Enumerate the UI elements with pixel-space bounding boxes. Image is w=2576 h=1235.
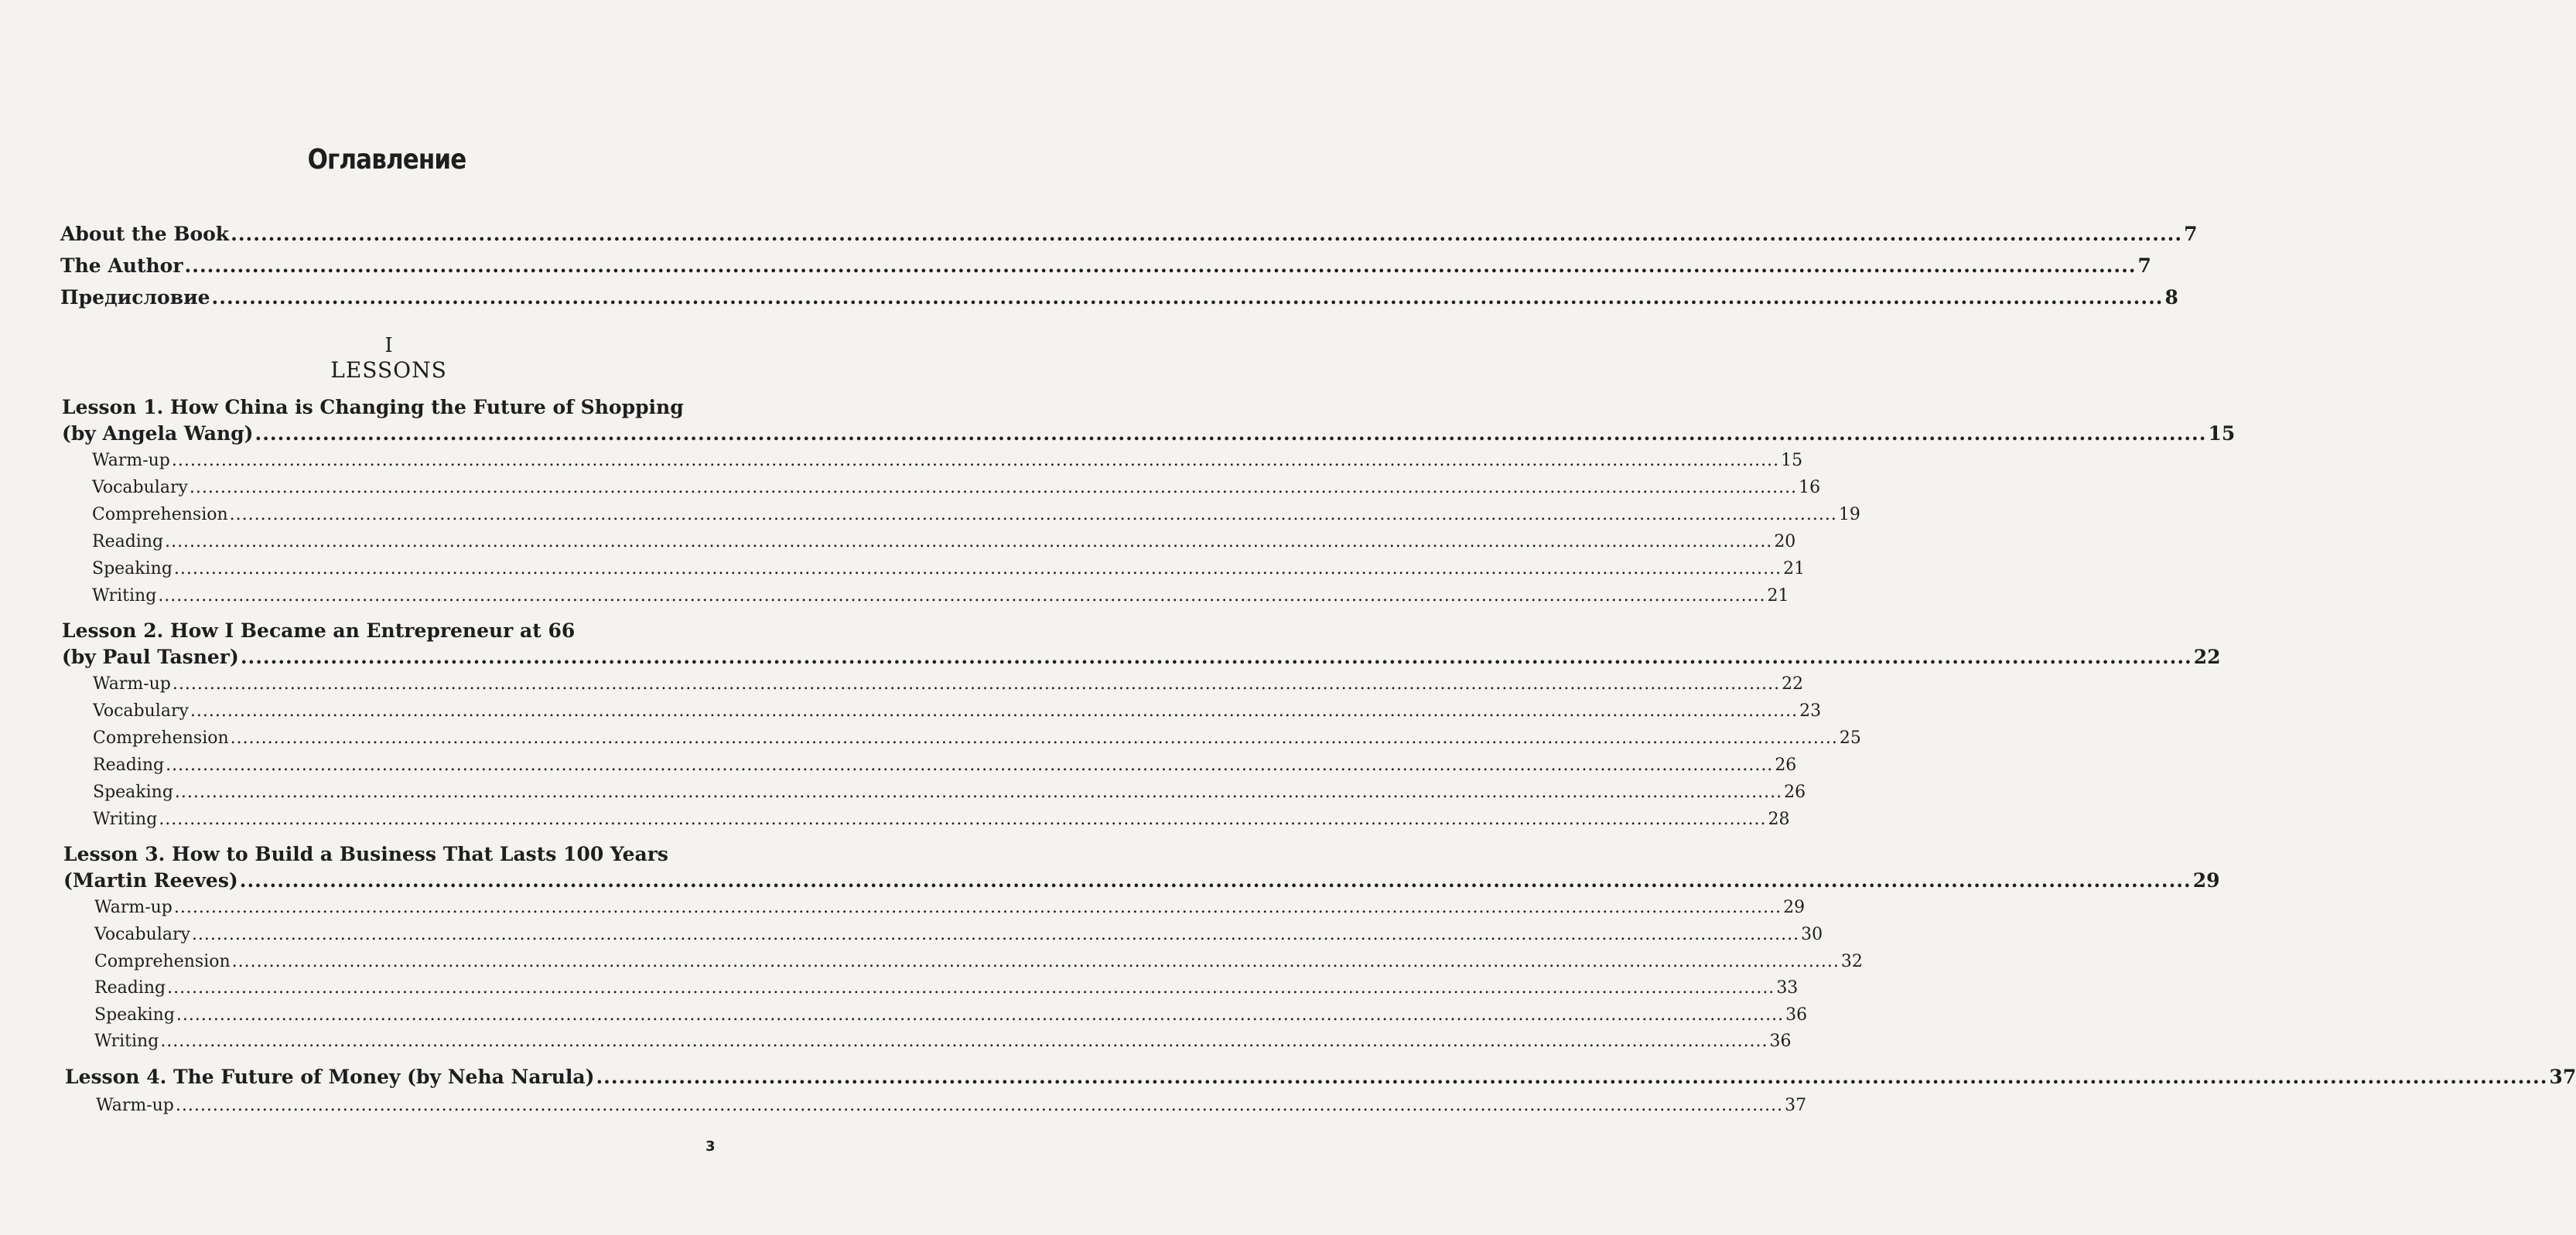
lesson-3-warm-up[interactable] <box>94 898 1806 917</box>
leader-dots: .................................................................................................................................................................................................................................................................... <box>174 783 1783 802</box>
leader-dots: .................................................................................................................................................................................................................................................................... <box>171 451 1780 470</box>
toc-entry-page: 8 <box>2164 286 2178 309</box>
leader-dots: .................................................................................................................................................................................................................................................................... <box>173 898 1782 917</box>
lesson-2-entry[interactable] <box>62 646 2221 668</box>
toc-entry-label: Warm-up <box>96 1096 174 1115</box>
toc-entry-page: 32 <box>1840 952 1863 971</box>
toc-entry-label: Speaking <box>94 1005 175 1025</box>
leader-dots: .................................................................................................................................................................................................................................................................... <box>191 925 1800 944</box>
section-number: I <box>384 334 393 357</box>
leader-dots: .................................................................................................................................................................................................................................................................... <box>240 646 2192 668</box>
toc-entry-label: Warm-up <box>93 674 171 694</box>
toc-entry-page: 28 <box>1768 810 1790 829</box>
leader-dots: .................................................................................................................................................................................................................................................................... <box>190 701 1799 721</box>
toc-entry-page: 29 <box>2192 869 2220 892</box>
toc-entry-label: Reading <box>94 978 166 998</box>
toc-entry-label: Vocabulary <box>94 925 190 944</box>
toc-entry-page: 21 <box>1767 586 1789 606</box>
toc-entry-label: Reading <box>93 756 165 775</box>
toc-entry-label: About the Book <box>60 223 230 245</box>
lesson-1-comprehension[interactable] <box>92 505 1860 524</box>
toc-entry-page: 7 <box>2137 254 2151 277</box>
lesson-2-writing[interactable] <box>93 810 1790 829</box>
toc-entry-page: 29 <box>1783 898 1806 917</box>
toc-entry-label: Vocabulary <box>92 478 188 497</box>
lesson-1-vocabulary[interactable] <box>92 478 1821 497</box>
lesson-3-comprehension[interactable] <box>94 952 1863 971</box>
page-number: 3 <box>705 1138 716 1155</box>
toc-entry-page: 26 <box>1784 783 1806 802</box>
toc-entry-page: 15 <box>1781 451 1803 470</box>
lesson-4-warm-up[interactable] <box>96 1096 1807 1115</box>
toc-entry-about-book[interactable] <box>60 223 2198 245</box>
leader-dots: .................................................................................................................................................................................................................................................................... <box>165 532 1773 551</box>
lesson-subtitle: (by Angela Wang) <box>62 422 254 445</box>
lesson-1-speaking[interactable] <box>92 559 1806 578</box>
toc-entry-label: Warm-up <box>92 451 170 470</box>
lesson-3-vocabulary[interactable] <box>94 925 1823 944</box>
lesson-1-reading[interactable] <box>92 532 1796 551</box>
leader-dots: .................................................................................................................................................................................................................................................................... <box>158 586 1766 606</box>
toc-entry-page: 19 <box>1838 505 1860 524</box>
lesson-4-entry[interactable] <box>65 1066 2576 1088</box>
toc-entry-page: 16 <box>1799 478 1821 497</box>
leader-dots: .................................................................................................................................................................................................................................................................... <box>255 422 2207 445</box>
toc-entry-label: Предисловие <box>60 286 210 309</box>
leader-dots: .................................................................................................................................................................................................................................................................... <box>189 478 1798 497</box>
lesson-2-vocabulary[interactable] <box>93 701 1822 721</box>
toc-entry-label: The Author <box>60 254 183 277</box>
lesson-2-comprehension[interactable] <box>93 728 1861 748</box>
toc-entry-author[interactable] <box>60 254 2151 277</box>
toc-entry-page: 36 <box>1785 1005 1808 1025</box>
toc-entry-page: 22 <box>2193 646 2221 668</box>
toc-entry-label: Comprehension <box>93 728 229 748</box>
lesson-2-title[interactable]: Lesson 2. How I Became an Entrepreneur at 66 <box>62 619 576 642</box>
toc-entry-page: 7 <box>2184 223 2198 245</box>
leader-dots: .................................................................................................................................................................................................................................................................... <box>166 756 1774 775</box>
lesson-1-title[interactable]: Lesson 1. How China is Changing the Future of Shopping <box>62 396 684 418</box>
lesson-subtitle: (by Paul Tasner) <box>62 646 239 668</box>
toc-entry-page: 37 <box>1785 1096 1807 1115</box>
lesson-1-entry[interactable] <box>62 422 2236 445</box>
leader-dots: .................................................................................................................................................................................................................................................................... <box>175 1096 1784 1115</box>
toc-entry-label: Comprehension <box>92 505 228 524</box>
section-title: LESSONS <box>330 357 447 383</box>
lesson-title: Lesson 4. The Future of Money (by Neha Narula) <box>65 1066 595 1088</box>
leader-dots: .................................................................................................................................................................................................................................................................... <box>211 286 2164 309</box>
toc-entry-page: 36 <box>1769 1032 1792 1051</box>
lesson-3-entry[interactable] <box>63 869 2220 892</box>
toc-entry-preface[interactable] <box>60 286 2178 309</box>
toc-entry-page: 26 <box>1775 756 1797 775</box>
leader-dots: .................................................................................................................................................................................................................................................................... <box>173 559 1782 578</box>
toc-entry-label: Writing <box>92 586 157 606</box>
leader-dots: .................................................................................................................................................................................................................................................................... <box>184 254 2137 277</box>
leader-dots: .................................................................................................................................................................................................................................................................... <box>172 674 1781 694</box>
toc-entry-label: Speaking <box>92 559 173 578</box>
lesson-3-title[interactable]: Lesson 3. How to Build a Business That Lasts 100 Years <box>63 843 668 865</box>
toc-entry-page: 22 <box>1782 674 1804 694</box>
lesson-2-reading[interactable] <box>93 756 1797 775</box>
leader-dots: .................................................................................................................................................................................................................................................................... <box>230 728 1838 748</box>
toc-entry-page: 20 <box>1774 532 1796 551</box>
toc-entry-page: 23 <box>1799 701 1822 721</box>
lesson-2-warm-up[interactable] <box>93 674 1804 694</box>
leader-dots: .................................................................................................................................................................................................................................................................... <box>231 223 2183 245</box>
leader-dots: .................................................................................................................................................................................................................................................................... <box>167 978 1775 998</box>
toc-entry-label: Comprehension <box>94 952 231 971</box>
toc-entry-label: Speaking <box>93 783 173 802</box>
leader-dots: .................................................................................................................................................................................................................................................................... <box>176 1005 1785 1025</box>
toc-entry-page: 33 <box>1776 978 1799 998</box>
lesson-1-warm-up[interactable] <box>92 451 1803 470</box>
toc-entry-page: 30 <box>1801 925 1823 944</box>
leader-dots: .................................................................................................................................................................................................................................................................... <box>231 952 1840 971</box>
leader-dots: .................................................................................................................................................................................................................................................................... <box>160 1032 1768 1051</box>
toc-entry-page: 25 <box>1839 728 1861 748</box>
leader-dots: .................................................................................................................................................................................................................................................................... <box>239 869 2192 892</box>
toc-entry-label: Reading <box>92 532 164 551</box>
leader-dots: .................................................................................................................................................................................................................................................................... <box>159 810 1767 829</box>
lesson-subtitle: (Martin Reeves) <box>63 869 238 892</box>
leader-dots: .................................................................................................................................................................................................................................................................... <box>229 505 1837 524</box>
toc-entry-label: Warm-up <box>94 898 173 917</box>
toc-title: Оглавление <box>307 144 466 176</box>
toc-entry-page: 21 <box>1783 559 1806 578</box>
lesson-3-speaking[interactable] <box>94 1005 1808 1025</box>
lesson-2-speaking[interactable] <box>93 783 1806 802</box>
toc-entry-label: Vocabulary <box>93 701 189 721</box>
toc-entry-page: 37 <box>2549 1066 2576 1088</box>
toc-entry-label: Writing <box>94 1032 159 1051</box>
lesson-3-reading[interactable] <box>94 978 1799 998</box>
toc-entry-label: Writing <box>93 810 158 829</box>
lesson-1-writing[interactable] <box>92 586 1789 606</box>
leader-dots: .................................................................................................................................................................................................................................................................... <box>596 1066 2548 1088</box>
lesson-3-writing[interactable] <box>94 1032 1792 1051</box>
toc-entry-page: 15 <box>2208 422 2236 445</box>
